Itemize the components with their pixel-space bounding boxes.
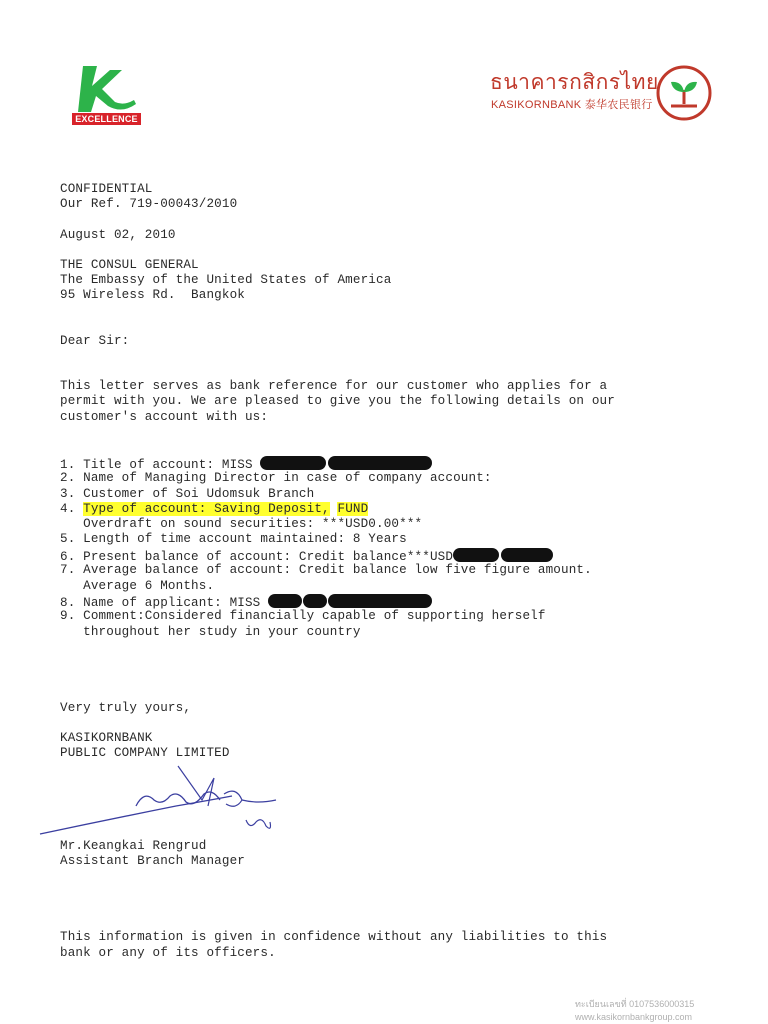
handwritten-signature bbox=[36, 760, 286, 842]
signer-title: Assistant Branch Manager bbox=[60, 854, 245, 868]
recipient-line-1: THE CONSUL GENERAL bbox=[60, 258, 199, 272]
item-7-average: Average 6 Months. bbox=[60, 579, 215, 593]
disclaimer-line-2: bank or any of its officers. bbox=[60, 946, 276, 960]
bank-name-thai: ธนาคารกสิกรไทย bbox=[490, 70, 659, 94]
website-url: www.kasikornbankgroup.com bbox=[575, 1012, 693, 1022]
intro-line-3: customer's account with us: bbox=[60, 410, 269, 424]
signer-name: Mr.Keangkai Rengrud bbox=[60, 839, 207, 853]
registration-number: ทะเบียนเลขที่ 0107536000315 bbox=[575, 999, 695, 1009]
company-name-1: KASIKORNBANK bbox=[60, 731, 153, 745]
item-7: 7. Average balance of account: Credit balance low five figure amount. bbox=[60, 563, 592, 577]
redaction-bar bbox=[328, 594, 432, 608]
k-logo-icon bbox=[70, 64, 144, 114]
redaction-bar bbox=[328, 456, 432, 470]
item-2: 2. Name of Managing Director in case of company account: bbox=[60, 471, 492, 485]
item-4 bbox=[60, 502, 368, 517]
redaction-bar bbox=[453, 548, 499, 562]
excellence-label: EXCELLENCE bbox=[72, 113, 141, 125]
intro-line-1: This letter serves as bank reference for our customer who applies for a bbox=[60, 379, 608, 393]
intro-line-2: permit with you. We are pleased to give you the following details on our bbox=[60, 394, 615, 408]
recipient-line-3: 95 Wireless Rd. Bangkok bbox=[60, 288, 245, 302]
item-5: 5. Length of time account maintained: 8 Years bbox=[60, 532, 407, 546]
redaction-bar bbox=[268, 594, 302, 608]
redaction-bar bbox=[501, 548, 553, 562]
redaction-bar bbox=[260, 456, 326, 470]
item-6-text: 6. Present balance of account: Credit balance***USD bbox=[60, 550, 454, 564]
company-name-2: PUBLIC COMPANY LIMITED bbox=[60, 746, 230, 760]
salutation: Dear Sir: bbox=[60, 334, 130, 348]
recipient-line-2: The Embassy of the United States of America bbox=[60, 273, 392, 287]
valediction: Very truly yours, bbox=[60, 701, 192, 715]
item-4-overdraft: Overdraft on sound securities: ***USD0.00*** bbox=[60, 517, 423, 531]
item-9: 9. Comment:Considered financially capable of supporting herself bbox=[60, 609, 546, 623]
disclaimer-line-1: This information is given in confidence without any liabilities to this bbox=[60, 930, 608, 944]
item-8-text: 8. Name of applicant: MISS bbox=[60, 596, 269, 610]
redaction-bar bbox=[303, 594, 327, 608]
letter-date: August 02, 2010 bbox=[60, 228, 176, 242]
item-3: 3. Customer of Soi Udomsuk Branch bbox=[60, 487, 315, 501]
item-4-number: 4. bbox=[60, 502, 84, 516]
bank-name-english: KASIKORNBANK 泰华农民银行 bbox=[491, 99, 653, 111]
confidential-label: CONFIDENTIAL bbox=[60, 182, 153, 196]
reference-number: Our Ref. 719-00043/2010 bbox=[60, 197, 238, 211]
kbank-emblem-icon bbox=[655, 64, 713, 122]
item-1-text: 1. Title of account: MISS bbox=[60, 458, 261, 472]
item-4-fund: FUND bbox=[337, 502, 369, 516]
item-4-highlighted-text: Type of account: Saving Deposit, bbox=[83, 502, 330, 516]
item-9-continued: throughout her study in your country bbox=[60, 625, 361, 639]
